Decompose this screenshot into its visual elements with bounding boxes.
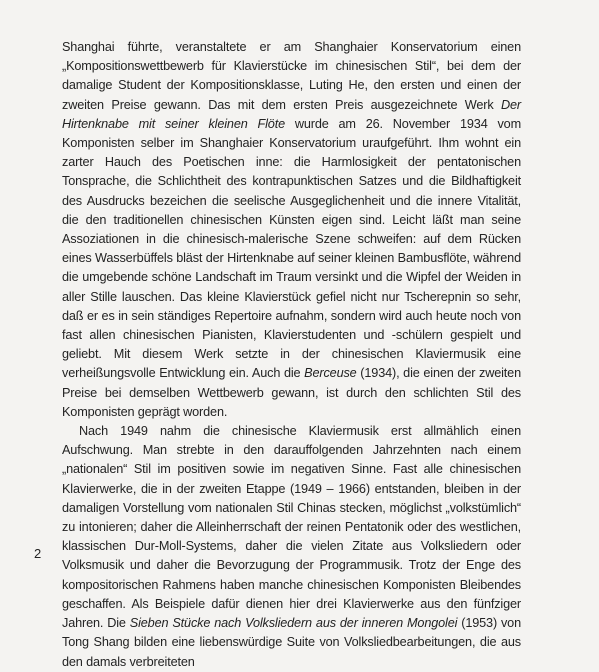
italic-title: Der Hirtenknabe mit seiner kleinen Flöte [62, 97, 521, 131]
text-run: Shanghai führte, veranstaltete er am Shanghaier Konservatorium einen „Kompositionswettbewerb für Klavierstücke im chinesischen Stil“, bei dem der damalige Student der Kompositionsklasse, Luting He, den ersten und einen der zweiten Preise gewann. Das mit dem ersten Preis ausgezeichnete Werk [62, 40, 521, 112]
paragraph [62, 422, 521, 672]
text-run: (1934), die einen der zweiten Preise bei demselben Wettbewerb gewann, ist durch den schlichten Stil des Komponisten geprägt worden. [62, 366, 521, 419]
italic-title: Sieben Stücke nach Volksliedern aus der inneren Mongolei [129, 616, 458, 631]
paragraph [62, 38, 521, 422]
text-run: Nach 1949 nahm die chinesische Klaviermusik erst allmählich einen Aufschwung. Man strebte in den darauffolgenden Jahrzehnten nach einem „nationalen“ Stil im positiven sowie im negativen Sinne. Fast alle chinesischen Klavierwerke, die in der zweiten Etappe (1949 – 1966) entstanden, bleiben in der damaligen Vorstellung vom nationalen Stil Chinas stecken, möglichst „volkstümlich“ zu intonieren; daher die Alleinherrschaft der reinen Pentatonik oder des westlichen, klassischen Dur-Moll-Systems, daher die vielen Zitate aus Volksliedern oder Volksmusik und daher die Bevorzugung der Programmusik. Trotz der Enge des kompositorischen Rahmens haben manche chinesischen Komponisten Bleibendes geschaffen. Als Beispiele dafür dienen hier drei Klavierwerke aus den fünfziger Jahren. Die [62, 424, 521, 631]
text-run: (1953) von Tong Shang bilden eine liebenswürdige Suite von Volksliedbearbeitungen, die aus den damals verbreiteten [62, 616, 521, 669]
body-text [62, 38, 521, 672]
italic-title: Berceuse [304, 366, 357, 381]
text-run: wurde am 26. November 1934 vom Komponisten selber im Shanghaier Konservatorium uraufgeführt. Ihm wohnt ein zarter Hauch des Poetischen inne: die Harmlosigkeit der pentatonischen Tonsprache, die Schlichtheit des kontrapunktischen Satzes und die Bildhaftigkeit des Ausdrucks bezeichen die seelische Ausgeglichenheit und die innere Vitalität, die den traditionellen chinesischen Künsten eigen sind. Leicht läßt man seine Assoziationen in die chinesisch-malerische Szene schweifen: auf dem Rücken eines Wasserbüffels bläst der Hirtenknabe auf seiner kleinen Bambusflöte, während die umgebende schöne Landschaft im Traum versinkt und die Wipfel der Weiden in aller Stille lauschen. Das kleine Klavierstück gefiel nicht nur Tscherepnin so sehr, daß er es in sein ständiges Repertoire aufnahm, sondern wird auch heute noch von fast allen chinesischen Pianisten, Klavierstudenten und -schülern gespielt und geliebt. Mit diesem Werk setzte in der chinesischen Klaviermusik eine verheißungsvolle Entwicklung ein. Auch die [62, 116, 521, 381]
page-number: 2 [34, 546, 42, 561]
